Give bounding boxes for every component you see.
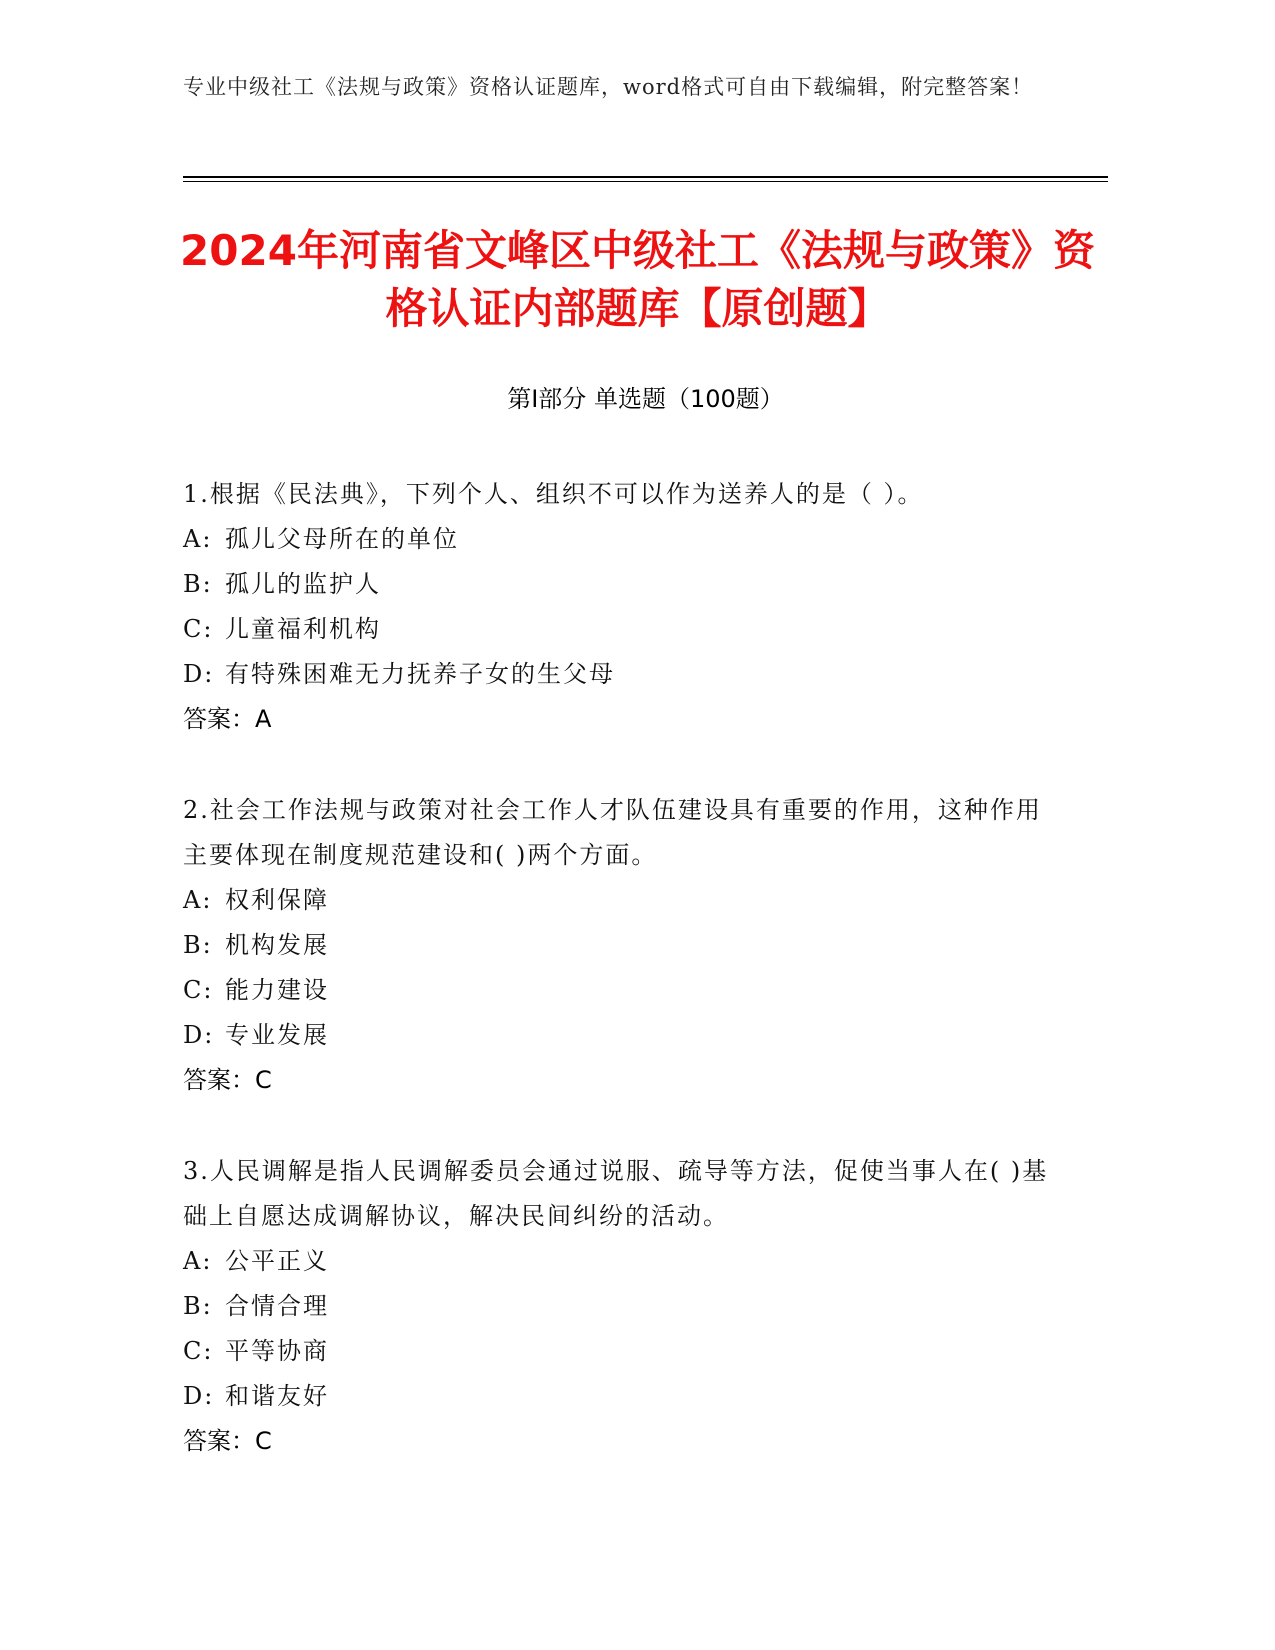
answer-line: 答案：A (183, 705, 272, 733)
option-text: 和谐友好 (225, 1382, 329, 1410)
option-b (183, 1284, 1063, 1329)
question-stem: 2.社会工作法规与政策对社会工作人才队伍建设具有重要的作用，这种作用主要体现在制度规范建设和( )两个方面。 (183, 796, 1042, 869)
document-title: 2024年河南省文峰区中级社工《法规与政策》资格认证内部题库【原创题】 (180, 226, 1095, 333)
option-a (183, 1239, 1063, 1284)
option-a (183, 517, 1063, 562)
section-title: 第Ⅰ部分 单选题（100题） (507, 385, 784, 413)
option-text: 儿童福利机构 (225, 615, 381, 643)
option-d (183, 1374, 1063, 1419)
option-letter: D: (183, 660, 215, 688)
option-letter: A: (183, 886, 213, 914)
option-letter: B: (183, 570, 213, 598)
option-letter: B: (183, 931, 213, 959)
header-note: 专业中级社工《法规与政策》资格认证题库，word格式可自由下载编辑，附完整答案！ (183, 75, 1034, 99)
question-1 (183, 472, 1063, 742)
option-letter: C: (183, 1337, 214, 1365)
option-text: 专业发展 (225, 1021, 329, 1049)
option-text: 有特殊困难无力抚养子女的生父母 (225, 660, 615, 688)
option-letter: A: (183, 525, 213, 553)
answer-line: 答案：C (183, 1066, 272, 1094)
option-c (183, 1329, 1063, 1374)
option-text: 公平正义 (225, 1247, 329, 1275)
header-rule-thin (183, 181, 1108, 182)
answer-line: 答案：C (183, 1427, 272, 1455)
option-letter: D: (183, 1382, 215, 1410)
question-3 (183, 1149, 1063, 1464)
header-rule-thick (183, 176, 1108, 178)
option-letter: C: (183, 615, 214, 643)
option-text: 权利保障 (225, 886, 329, 914)
option-text: 孤儿的监护人 (225, 570, 381, 598)
option-text: 平等协商 (225, 1337, 329, 1365)
option-letter: D: (183, 1021, 215, 1049)
option-text: 机构发展 (225, 931, 329, 959)
option-letter: B: (183, 1292, 213, 1320)
option-letter: A: (183, 1247, 213, 1275)
option-b (183, 562, 1063, 607)
option-d (183, 652, 1063, 697)
option-a (183, 878, 1063, 923)
option-b (183, 923, 1063, 968)
option-d (183, 1013, 1063, 1058)
question-stem: 3.人民调解是指人民调解委员会通过说服、疏导等方法，促使当事人在( )基础上自愿达成调解协议，解决民间纠纷的活动。 (183, 1157, 1049, 1230)
option-letter: C: (183, 976, 214, 1004)
option-text: 孤儿父母所在的单位 (225, 525, 459, 553)
option-text: 能力建设 (225, 976, 329, 1004)
question-2 (183, 788, 1063, 1103)
option-c (183, 968, 1063, 1013)
option-c (183, 607, 1063, 652)
question-stem: 1.根据《民法典》，下列个人、组织不可以作为送养人的是（ ）。 (183, 480, 924, 508)
question-list (183, 472, 1063, 1510)
option-text: 合情合理 (225, 1292, 329, 1320)
